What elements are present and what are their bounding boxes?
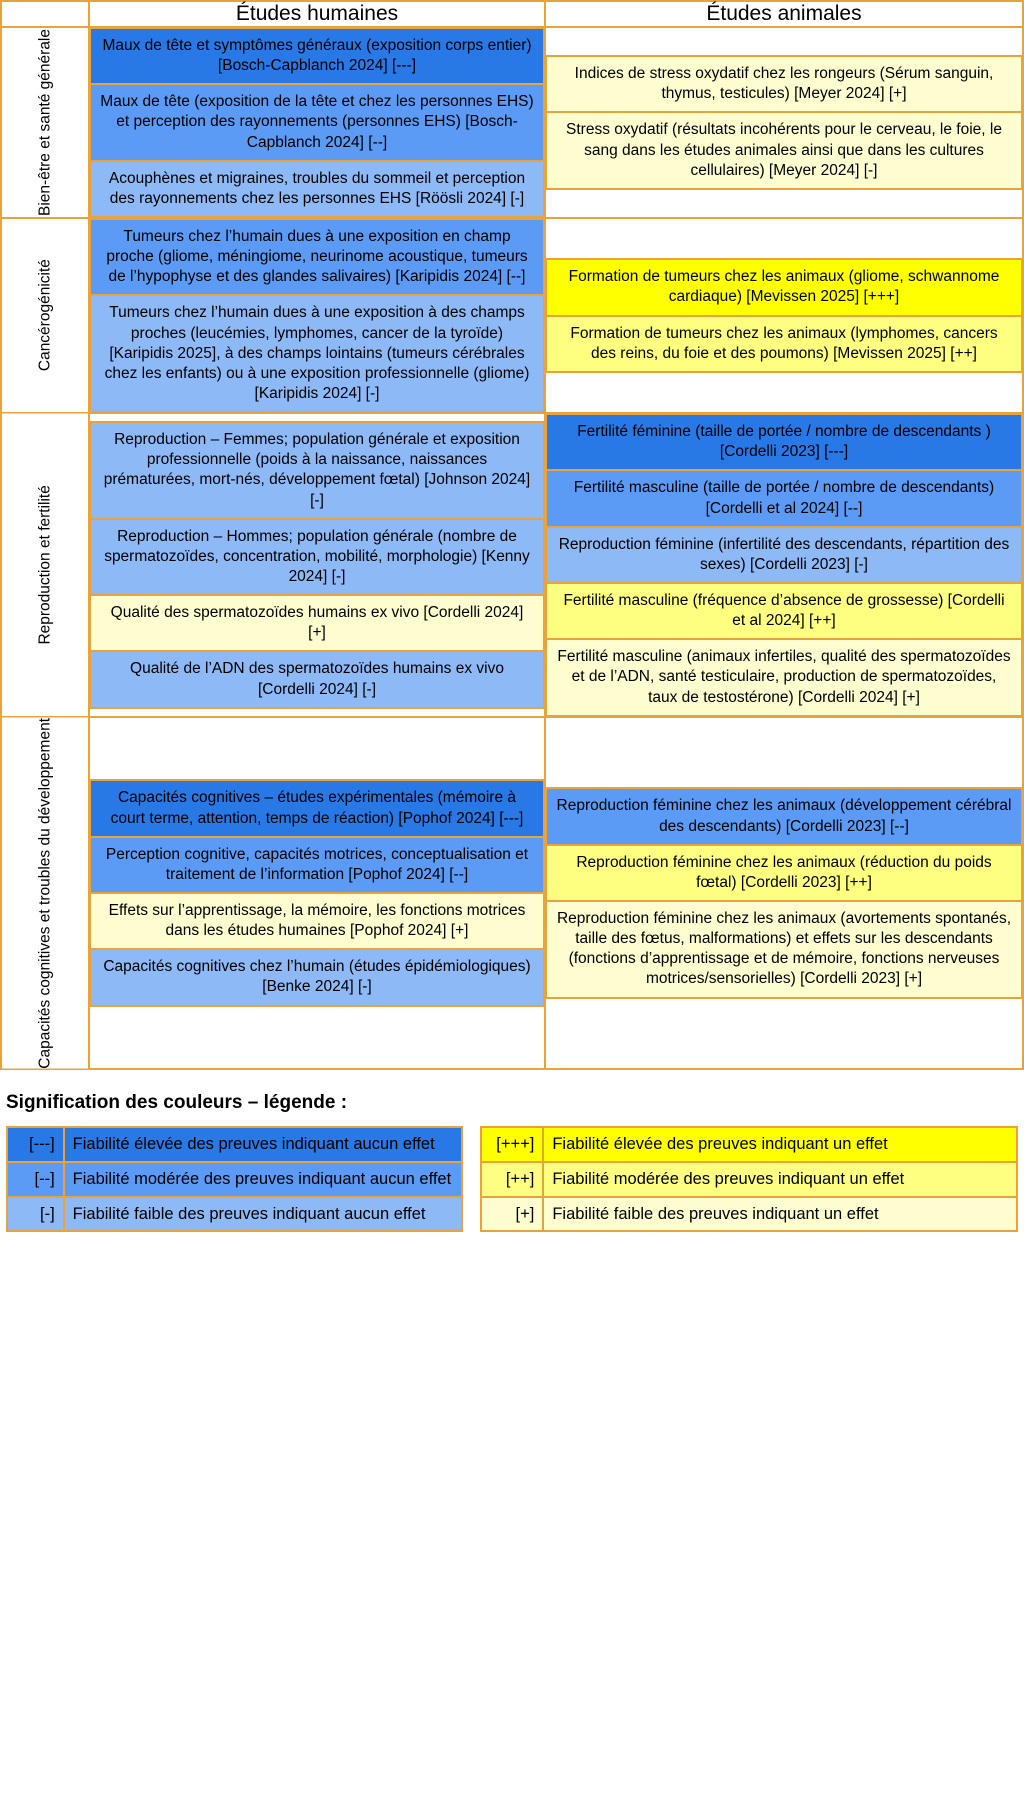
evidence-cell-text: Indices de stress oxydatif chez les rongeurs (Sérum sanguin, thymus, testicules) [Meyer 2024] [+] (574, 65, 994, 103)
evidence-cell-text: Capacités cognitives chez l’humain (études épidémiologiques) [Benke 2024] [-] (103, 958, 531, 996)
evidence-cell-text: Reproduction féminine (infertilité des descendants, répartition des sexes) [Cordelli 2023] [-] (558, 535, 1010, 573)
evidence-cell (89, 836, 545, 894)
legend-gap (462, 1197, 480, 1232)
row-header-label: Reproduction et fertilité (36, 485, 54, 645)
evidence-cell-text: Reproduction – Hommes; population générale (nombre de spermatozoïdes, concentration, mobilité, morphologie) [Kenny 2024] [-] (104, 527, 530, 585)
cell-stack (546, 56, 1022, 189)
evidence-cell-text: Formation de tumeurs chez les animaux (gliome, schwannome cardiaque) [Mevissen 2025] [+++] (568, 268, 1000, 306)
evidence-cell (545, 55, 1023, 113)
legend-table (6, 1126, 1018, 1232)
evidence-cell-text: Qualité des spermatozoïdes humains ex vivo [Cordelli 2024] [+] (110, 604, 524, 642)
evidence-cell (545, 900, 1023, 999)
row-header-label: Capacités cognitives et troubles du développement (36, 717, 54, 1069)
cell-stack (90, 422, 544, 708)
table-row (1, 413, 1023, 717)
evidence-cell (89, 948, 545, 1006)
evidence-cell (89, 421, 545, 520)
table-body (1, 27, 1023, 1069)
legend-left-code: [--] (7, 1162, 64, 1197)
evidence-cell-text: Reproduction féminine chez les animaux (réduction du poids fœtal) [Cordelli 2023] [++] (576, 853, 992, 891)
evidence-cell (545, 413, 1023, 471)
row-header-3 (1, 413, 89, 717)
evidence-cell-text: Formation de tumeurs chez les animaux (lymphomes, cancers des reins, du foie et des poumons) [Mevissen 2025] [++] (570, 324, 998, 362)
cell-group-human (89, 218, 545, 413)
evidence-cell (89, 518, 545, 596)
cell-stack (90, 780, 544, 1005)
cell-group-human (89, 27, 545, 218)
cell-group-human (89, 717, 545, 1070)
evidence-cell (545, 844, 1023, 902)
legend-row (7, 1197, 1017, 1232)
evidence-cell-text: Tumeurs chez l’humain dues à une exposition en champ proche (gliome, méningiome, neurinome acoustique, tumeurs de l’hypophyse et des glandes salivaires) [Karipidis 2024] [--] (106, 227, 528, 286)
row-header-label: Cancérogénicité (36, 259, 54, 372)
cell-stack (90, 219, 544, 412)
evidence-cell-text: Capacités cognitives – études expérimentales (mémoire à court terme, attention, temps de réaction) [Pophof 2024] [---] (110, 789, 524, 827)
evidence-cell (89, 160, 545, 218)
row-header-1 (1, 27, 89, 218)
legend-right-code: [+] (481, 1197, 544, 1232)
legend-left-text: Fiabilité modérée des preuves indiquant aucun effet (64, 1162, 463, 1197)
evidence-cell-text: Effets sur l’apprentissage, la mémoire, les fonctions motrices dans les études humaines [Pophof 2024] [+] (108, 902, 526, 940)
evidence-cell (545, 638, 1023, 716)
evidence-cell (89, 27, 545, 85)
evidence-cell-text: Maux de tête (exposition de la tête et chez les personnes EHS) et perception des rayonnements (personnes EHS) [Bosch-Capblanch 2024] [--] (100, 93, 534, 151)
legend-left-code: [-] (7, 1197, 64, 1232)
evidence-cell (545, 111, 1023, 189)
legend-left-code: [---] (7, 1127, 64, 1162)
evidence-cell (89, 83, 545, 161)
evidence-cell (545, 582, 1023, 640)
legend-row (7, 1127, 1017, 1162)
evidence-cell (545, 787, 1023, 845)
evidence-cell-text: Perception cognitive, capacités motrices, conceptualisation et traitement de l’information [Pophof 2024] [--] (105, 845, 529, 883)
evidence-cell-text: Reproduction féminine chez les animaux (développement cérébral des descendants) [Cordelli 2023] [--] (556, 797, 1012, 835)
cell-stack (546, 788, 1022, 997)
cell-group-animal (545, 413, 1023, 717)
evidence-cell (89, 892, 545, 950)
table-header-row (1, 1, 1023, 27)
header-animal-studies: Études animales (545, 1, 1023, 27)
evidence-cell (545, 469, 1023, 527)
evidence-cell (89, 294, 545, 413)
legend-right-text: Fiabilité faible des preuves indiquant un effet (543, 1197, 1017, 1232)
row-header-label: Bien-être et santé générale (36, 29, 54, 216)
evidence-cell-text: Fertilité masculine (animaux infertiles, qualité des spermatozoïdes et de l’ADN, santé testiculaire, production de spermatozoïdes, taux de testostérone) [Cordelli 2024] [+] (557, 648, 1011, 706)
cell-group-animal (545, 27, 1023, 218)
evidence-cell-text: Fertilité masculine (taille de portée / nombre de descendants) [Cordelli et al 2024] [--] (573, 479, 995, 517)
evidence-cell (545, 258, 1023, 316)
evidence-cell (89, 218, 545, 296)
header-corner-cell (1, 1, 89, 27)
header-human-studies: Études humaines (89, 1, 545, 27)
evidence-cell-text: Fertilité masculine (fréquence d’absence de grossesse) [Cordelli et al 2024] [++] (563, 591, 1005, 630)
legend-left-text: Fiabilité faible des preuves indiquant aucun effet (64, 1197, 463, 1232)
legend-title: Signification des couleurs – légende : (6, 1092, 348, 1114)
legend-right-text: Fiabilité élevée des preuves indiquant un effet (543, 1127, 1017, 1162)
evidence-cell-text: Tumeurs chez l’humain dues à une exposition à des champs proches (leucémies, lymphomes, cancer de la tyroïde) [Karipidis 2025], à des champs lointains (tumeurs cérébrales chez les enfants) ou à une exposition professionnelle (gliome) [Karipidis 2024] [-] (104, 304, 530, 402)
row-header-4 (1, 717, 89, 1070)
legend-right-code: [+++] (481, 1127, 544, 1162)
evidence-cell-text: Reproduction féminine chez les animaux (avortements spontanés, taille des fœtus, malformations) et effets sur les descendants (fonctions d’apprentissage et de mémoire, fonctions nerveuses motrices/sensorielles) [Cordelli 2023] [+] (556, 910, 1012, 988)
legend-right-code: [++] (481, 1162, 544, 1197)
table-row (1, 717, 1023, 1070)
legend-left-text: Fiabilité élevée des preuves indiquant aucun effet (64, 1127, 463, 1162)
cell-group-animal (545, 717, 1023, 1070)
evidence-cell-text: Acouphènes et migraines, troubles du sommeil et perception des rayonnements chez les personnes EHS [Röösli 2024] [-] (108, 169, 526, 207)
legend-gap (462, 1127, 480, 1162)
legend-row (7, 1162, 1017, 1197)
evidence-cell-text: Qualité de l’ADN des spermatozoïdes humains ex vivo [Cordelli 2024] [-] (130, 660, 504, 698)
evidence-cell (89, 650, 545, 708)
evidence-cell (545, 526, 1023, 584)
row-header-2 (1, 218, 89, 413)
cell-group-human (89, 413, 545, 717)
legend-gap (462, 1162, 480, 1197)
evidence-cell-text: Fertilité féminine (taille de portée / nombre de descendants ) [Cordelli 2023] [---] (577, 423, 991, 461)
table-row (1, 27, 1023, 218)
table-row (1, 218, 1023, 413)
evidence-cell-text: Reproduction – Femmes; population générale et exposition professionnelle (poids à la naissance, naissances prématurées, mort-nés, développement fœtal) [Johnson 2024] [-] (103, 431, 531, 509)
evidence-cell (89, 594, 545, 652)
evidence-cell-text: Maux de tête et symptômes généraux (exposition corps entier) [Bosch-Capblanch 2024] [---] (102, 37, 532, 75)
legend-right-text: Fiabilité modérée des preuves indiquant un effet (543, 1162, 1017, 1197)
cell-stack (546, 259, 1022, 372)
evidence-cell-text: Stress oxydatif (résultats incohérents pour le cerveau, le foie, le sang dans les études animales ainsi que dans les cultures cellulaires) [Meyer 2024] [-] (566, 121, 1002, 179)
cell-stack (546, 414, 1022, 716)
evidence-cell (545, 315, 1023, 373)
legend-body (7, 1127, 1017, 1231)
cell-group-animal (545, 218, 1023, 413)
cell-stack (90, 28, 544, 217)
evidence-cell (89, 779, 545, 837)
